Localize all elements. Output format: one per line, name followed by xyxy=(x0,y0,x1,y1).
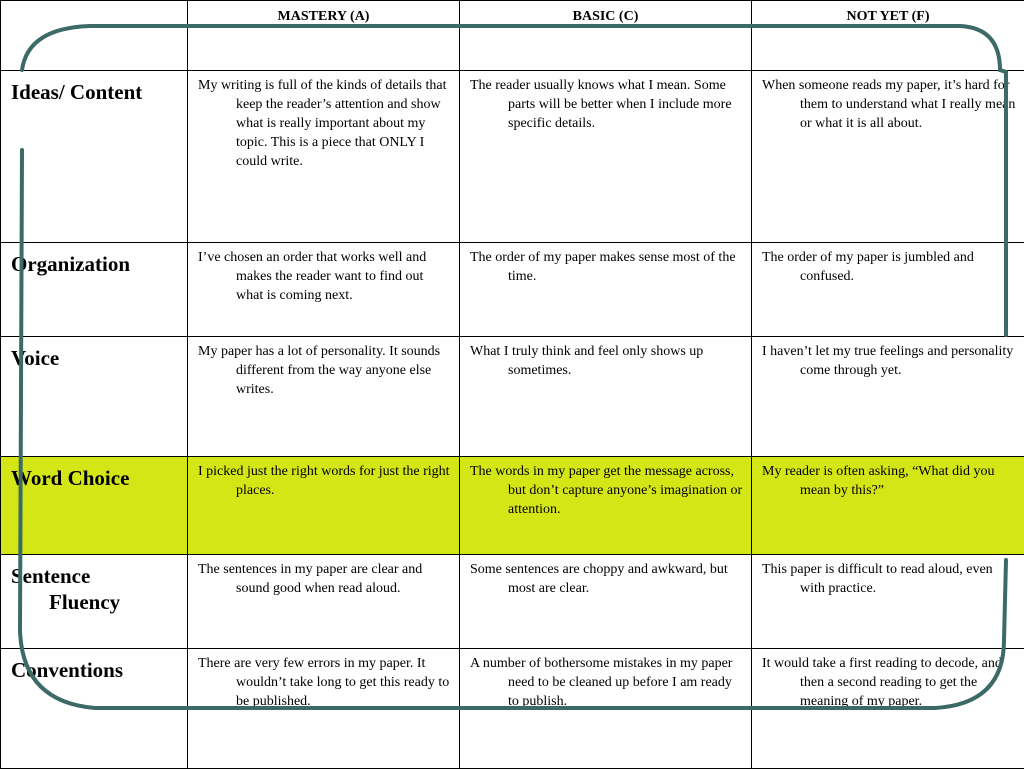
cell-word-choice-mastery: I picked just the right words for just the right places. xyxy=(188,457,460,555)
row-voice xyxy=(1,337,1024,457)
cell-word-choice-basic: The words in my paper get the message across, but don’t capture anyone’s imagination or attention. xyxy=(460,457,752,555)
cell-voice-basic: What I truly think and feel only shows up sometimes. xyxy=(460,337,752,457)
cell-voice-mastery: My paper has a lot of personality. It sounds different from the way anyone else writes. xyxy=(188,337,460,457)
category-ideas-content: Ideas/ Content xyxy=(1,71,188,243)
header-not-yet: NOT YET (F) xyxy=(752,1,1024,71)
cell-ideas-basic: The reader usually knows what I mean. Some parts will be better when I include more specific details. xyxy=(460,71,752,243)
row-organization xyxy=(1,243,1024,337)
row-sentence-fluency xyxy=(1,555,1024,649)
category-organization: Organization xyxy=(1,243,188,337)
row-word-choice xyxy=(1,457,1024,555)
cell-conventions-mastery: There are very few errors in my paper. It wouldn’t take long to get this ready to be published. xyxy=(188,649,460,769)
row-conventions xyxy=(1,649,1024,769)
row-ideas-content xyxy=(1,71,1024,243)
cell-ideas-not-yet: When someone reads my paper, it’s hard for them to understand what I really mean or what it is all about. xyxy=(752,71,1024,243)
cell-conventions-not-yet: It would take a first reading to decode, and then a second reading to get the meaning of my paper. xyxy=(752,649,1024,769)
cell-organization-mastery: I’ve chosen an order that works well and makes the reader want to find out what is coming next. xyxy=(188,243,460,337)
cell-organization-basic: The order of my paper makes sense most of the time. xyxy=(460,243,752,337)
category-conventions: Conventions xyxy=(1,649,188,769)
category-word-choice: Word Choice xyxy=(1,457,188,555)
cell-voice-not-yet: I haven’t let my true feelings and personality come through yet. xyxy=(752,337,1024,457)
cell-word-choice-not-yet: My reader is often asking, “What did you mean by this?” xyxy=(752,457,1024,555)
cell-fluency-mastery: The sentences in my paper are clear and sound good when read aloud. xyxy=(188,555,460,649)
cell-organization-not-yet: The order of my paper is jumbled and confused. xyxy=(752,243,1024,337)
header-row xyxy=(1,1,1024,71)
header-mastery: MASTERY (A) xyxy=(188,1,460,71)
cell-ideas-mastery: My writing is full of the kinds of details that keep the reader’s attention and show what is really important about my topic. This is a piece that ONLY I could write. xyxy=(188,71,460,243)
cell-fluency-not-yet: This paper is difficult to read aloud, even with practice. xyxy=(752,555,1024,649)
category-voice: Voice xyxy=(1,337,188,457)
header-basic: BASIC (C) xyxy=(460,1,752,71)
cell-conventions-basic: A number of bothersome mistakes in my paper need to be cleaned up before I am ready to publish. xyxy=(460,649,752,769)
header-corner-cell xyxy=(1,1,188,71)
category-sentence-fluency: Sentence Fluency xyxy=(1,555,188,649)
cell-fluency-basic: Some sentences are choppy and awkward, but most are clear. xyxy=(460,555,752,649)
